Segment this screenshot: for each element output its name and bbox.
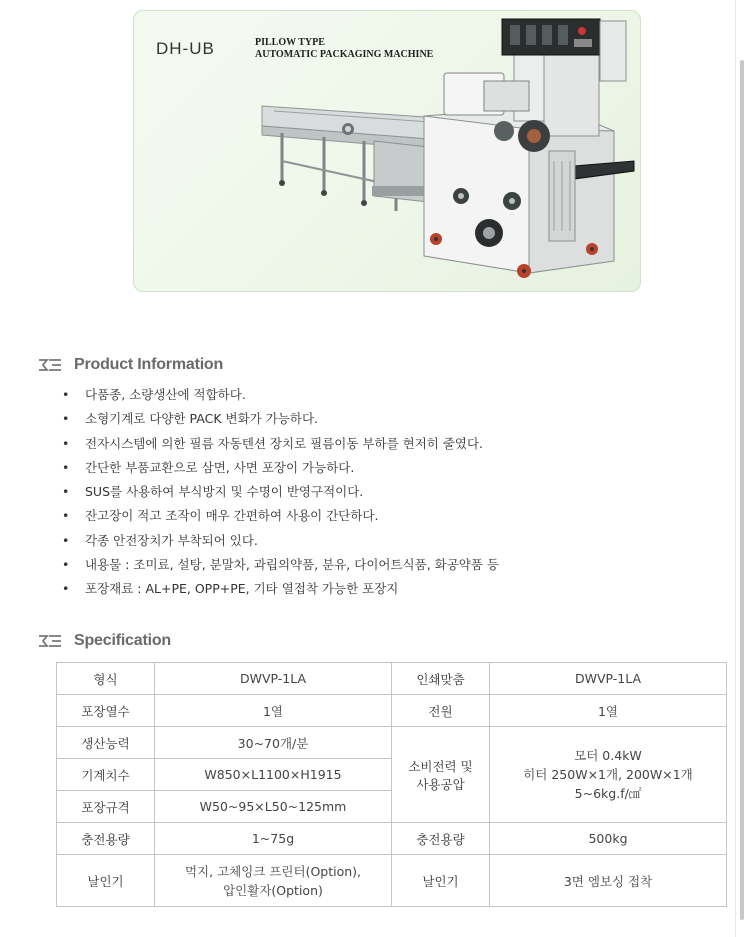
spec-value: W850×L1100×H1915	[155, 759, 392, 791]
list-item: • SUS를 사용하여 부식방지 및 수명이 반영구적이다.	[58, 480, 499, 504]
scrollbar-thumb[interactable]	[740, 60, 744, 920]
spec-label: 생산능력	[57, 727, 155, 759]
section-mark-icon	[38, 358, 62, 372]
table-row	[57, 727, 727, 759]
product-information-heading	[38, 356, 223, 374]
spec-label-line: 소비전력 및	[408, 758, 473, 774]
spec-label: 날인기	[57, 855, 155, 907]
spec-value-line: 모터 0.4kW	[574, 748, 642, 763]
spec-value-line: 히터 250W×1개, 200W×1개	[523, 767, 693, 782]
spec-label: 전원	[392, 695, 490, 727]
spec-label: 충전용량	[57, 823, 155, 855]
spec-value-power	[490, 727, 727, 823]
spec-value: 3면 엠보싱 접착	[490, 855, 727, 907]
spec-label: 인쇄맞춤	[392, 663, 490, 695]
spec-label: 형식	[57, 663, 155, 695]
list-item: • 간단한 부품교환으로 삼면, 사면 포장이 가능하다.	[58, 456, 499, 480]
spec-label: 기계치수	[57, 759, 155, 791]
spec-value-line: 5~6kg.f/㎠	[574, 786, 642, 801]
product-information-title: Product Information	[74, 356, 224, 373]
spec-value: 1열	[490, 695, 727, 727]
table-row	[57, 855, 727, 907]
specification-heading	[38, 632, 171, 650]
packaging-machine-illustration	[134, 11, 640, 291]
specification-title: Specification	[74, 632, 171, 649]
spec-value: 30~70개/분	[155, 727, 392, 759]
spec-value: W50~95×L50~125mm	[155, 791, 392, 823]
list-item: • 다품종, 소량생산에 적합하다.	[58, 383, 499, 407]
spec-value: 1열	[155, 695, 392, 727]
spec-label: 포장규격	[57, 791, 155, 823]
model-name: DH-UB	[156, 39, 215, 58]
spec-value: DWVP-1LA	[490, 663, 727, 695]
table-row	[57, 695, 727, 727]
list-item: • 내용물 : 조미료, 설탕, 분말차, 과립의약품, 분유, 다이어트식품, 화공약품 등	[58, 553, 499, 577]
list-item: • 잔고장이 적고 조작이 매우 간편하여 사용이 간단하다.	[58, 504, 499, 528]
spec-label-power	[392, 727, 490, 823]
list-item: • 전자시스템에 의한 필름 자동텐션 장치로 필름이동 부하를 현저히 줄였다.	[58, 432, 499, 456]
spec-value-line: 먹지, 고체잉크 프린터(Option),	[184, 863, 362, 879]
spec-value-line: 압인활자(Option)	[223, 882, 323, 898]
spec-value: 500kg	[490, 823, 727, 855]
product-image-card	[133, 10, 641, 292]
list-item: • 포장재료 : AL+PE, OPP+PE, 기타 열접착 가능한 포장지	[58, 577, 499, 601]
machine-title-line2: AUTOMATIC PACKAGING MACHINE	[255, 49, 434, 60]
spec-label: 날인기	[392, 855, 490, 907]
spec-label: 포장열수	[57, 695, 155, 727]
spec-value	[155, 855, 392, 907]
table-row	[57, 663, 727, 695]
section-mark-icon	[38, 634, 62, 648]
list-item: • 각종 안전장치가 부착되어 있다.	[58, 529, 499, 553]
spec-label: 충전용량	[392, 823, 490, 855]
spec-value: 1~75g	[155, 823, 392, 855]
machine-title-line1: PILLOW TYPE	[255, 37, 325, 48]
spec-value: DWVP-1LA	[155, 663, 392, 695]
spec-label-line: 사용공압	[416, 776, 465, 792]
specification-table	[56, 662, 727, 907]
vertical-scrollbar[interactable]	[735, 0, 750, 937]
list-item: • 소형기계로 다양한 PACK 변화가 가능하다.	[58, 407, 499, 431]
table-row	[57, 823, 727, 855]
product-feature-list	[58, 383, 499, 602]
